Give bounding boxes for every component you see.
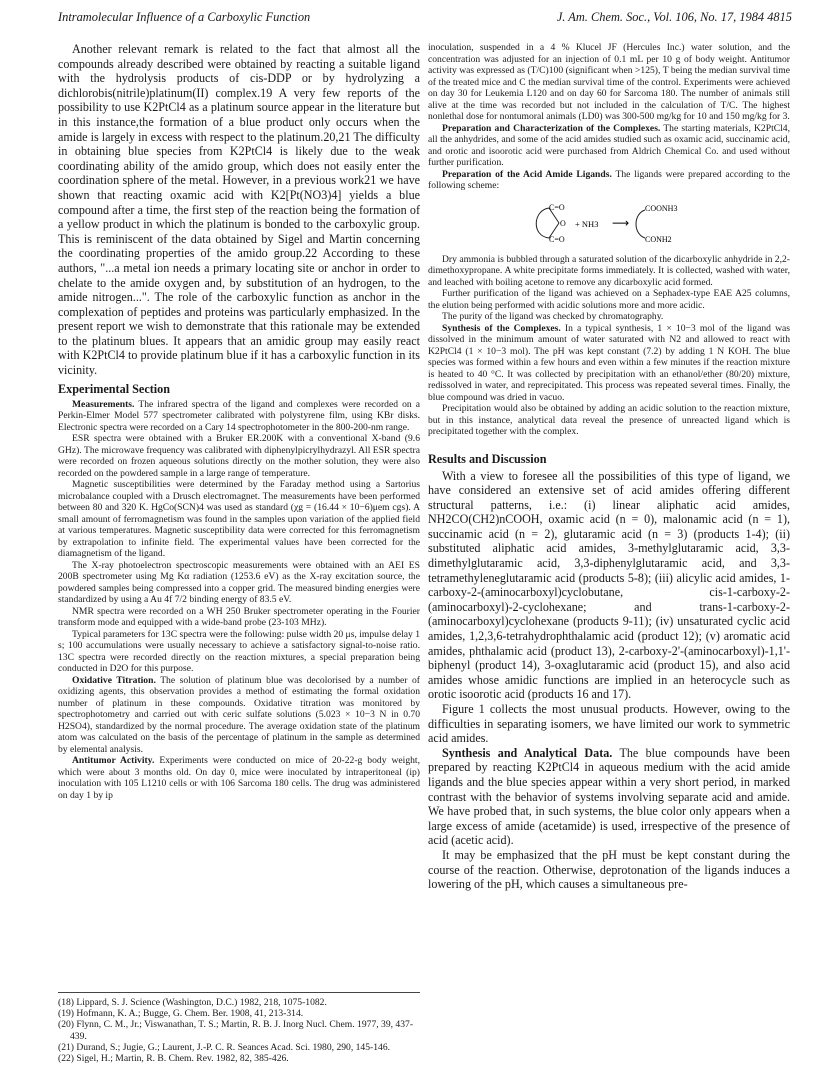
measurements-run-in-head: Measurements. [72, 398, 135, 410]
running-head-title: Intramolecular Influence of a Carboxylic Function [58, 10, 311, 24]
esr-paragraph: ESR spectra were obtained with a Bruker ER.200K with a conventional X-band (9.6 GHz). The microwave frequency was calibrated with diphenylpicrylhydrazyl. All ESR spectra were recorded on frozen aqueous solutions directly on the mother solution, they were also recorded on the powdered sample in a large range of temperature. [58, 433, 420, 479]
footnote-19: (19) Hofmann, K. A.; Bugge, G. Chem. Ber. 1908, 41, 213-314. [58, 1008, 304, 1020]
oxidative-paragraph [58, 675, 420, 756]
synthesis-analytical-text: The blue compounds have been prepared by reacting K2PtCl4 in aqueous medium with the acid amide ligands and the blue species appear within a very short period, in marked contrast with the behavior of systems involving separate acid and amide. We have probed that, in such systems, the blue color only appears when a large excess of amide (acetamide) is used, irrespective of the presence of acid (acetic acid). [428, 745, 790, 848]
magnetic-paragraph: Magnetic susceptibilities were determined by the Faraday method using a Sartorius microbalance coupled with a Drusch electromagnet. The measurements have been performed between 80 and 320 K. HgCo(SCN)4 was used as standard (χg = (16.44 × 10−6)μem cgs). A small amount of ferromagnetism was found in the samples upon variation of the applied field at various temperatures. Magnetic susceptibility data were corrected for this ferromagnetism by extrapolation to infinite field. The experimental values have been corrected for the diamagnetism of the ligand. [58, 479, 420, 560]
reaction-scheme [428, 200, 790, 246]
synthesis-text: In a typical synthesis, 1 × 10−3 mol of the ligand was dissolved in the minimum amount of water saturated with N2 and allowed to react with K2PtCl4 (1 × 10−3 mol). The pH was kept constant (7.2) by adding 1 N KOH. The blue species was formed within a few hours and even within a few minutes if the reaction mixture is heated to 40 °C. It was collected by precipitation with an ethanol/ether (80/20) mixture, redissolved in water, and reprecipitated. This process was repeated several times. Finally, the blue compound was dried in vacuo. [428, 322, 790, 403]
preparation-paragraph [428, 123, 790, 169]
synthesis-paragraph [428, 323, 790, 404]
ligand-paragraph [428, 169, 790, 192]
product-amide: CONH2 [645, 234, 672, 244]
footnote-22: (22) Sigel, H.; Martin, R. B. Chem. Rev. 1982, 82, 385-426. [58, 1053, 289, 1065]
antitumor-run-in-head: Antitumor Activity. [72, 755, 155, 767]
left-column [58, 42, 420, 801]
anhydride-carbonyl-bottom: C=O [549, 234, 565, 244]
nmr-paragraph: NMR spectra were recorded on a WH 250 Bruker spectrometer operating in the Fourier transform mode and equipped with a wide-band probe (23-103 MHz). [58, 605, 420, 629]
intro-paragraph: Another relevant remark is related to the fact that almost all the compounds already described were obtained by reacting a suitable ligand with the hydrolysis products of cis-DDP or by hydrolyzing a dichlorobis(nitrile)platinum(II) complex.19 A very few reports of the possibility to use K2PtCl4 as a platinum source appear in the literature but in this instance,the formation of a blue product only occurs when the amide is largely in excess with respect to the platinum.20,21 The difficulty in obtaining blue species from K2PtCl4 is likely due to the weak coordinating ability of the amido group, which does not easily enter the coordination sphere of the metal. However, in a previous work21 we have shown that reacting oxamic acid with K2[Pt(NO3)4] yields a blue compound after a time, the first step of the reaction being the formation of a yellow product in which the platinum is bonded to the carboxylic group. This is reminiscent of the data obtained by Sigel and Martin concerning the coordinating properties of the amido group.22 According to these authors, "...a metal ion needs a primary locating site or anchor in order to chelate to the amide oxygen and, by substitution of an hydrogen, to the amide nitrogen...". The role of the carboxylic function as anchor in the complexation of peptides and proteins was particularly emphasized. In the present report we wish to demonstrate that this rationale may be extended to the platinum blues. It appears that an amidic group may easily react with K2PtCl4 to provide platinum blue if it has a carboxylic function in its vicinity. [58, 42, 420, 378]
anhydride-carbonyl-top: C=O [549, 202, 565, 212]
results-paragraph-2: Figure 1 collects the most unusual products. However, owing to the difficulties in separating isomers, we have limited our work to symmetric acid amides. [428, 702, 790, 746]
running-head [58, 10, 792, 28]
ligand-text: The ligands were prepared according to the following scheme: [428, 168, 790, 191]
footnote-18: (18) Lippard, S. J. Science (Washington, D.C.) 1982, 218, 1075-1082. [58, 997, 327, 1008]
synthesis-run-in-head: Synthesis of the Complexes. [442, 322, 561, 334]
preparation-run-in-head: Preparation and Characterization of the Complexes. [442, 122, 661, 134]
results-paragraph-1: With a view to foresee all the possibilities of this type of ligand, we have considered an extensive set of acid amides offering different structural patterns, i.e.: (i) linear aliphatic acid amides, NH2CO(CH2)nCOOH, oxamic acid (n = 0), malonamic acid (n = 1), succinamic acid (n = 2), glutaramic acid (n = 3) (products 1-4); (ii) substituted aliphatic acid amides, 3-methylglutaramic acid, 3,3-dimethylglutaramic acid, 3,3-diphenylglutaramic acid, and 3,3-tetramethyleneglutaramic acid (products 5-8); (iii) alicylic acid amides, 1-carboxy-2-(aminocarboxyl)cyclobutane, cis-1-carboxy-2-(aminocarboxyl)-2-cyclohexane; and trans-1-carboxy-2-(aminocarboxyl)cyclohexane (products 9-11); (iv) unsaturated cyclic acid amides, 1,2,3,6-tetrahydrophthalamic acid (product 12); (v) aromatic acid amides, phthalamic acid (product 13), 2-carboxy-2'-(aminocarboxyl)-1,1'-biphenyl (product 14), 3-oxaglutaramic acid (product 15), and also acid amides whose amidic functions are implied in an heterocycle such as orotic isoorotic acid (products 16 and 17). [428, 468, 790, 702]
experimental-heading: Experimental Section [58, 381, 171, 396]
footnotes [58, 992, 420, 1064]
measurements-paragraph [58, 399, 420, 434]
measurements-text: The infrared spectra of the ligand and complexes were recorded on a Perkin-Elmer Model 577 spectrometer calibrated with polystyrene film, using KBr disks. Electronic spectra were recorded on a Cary 14 spectrophotometer in the 800-200-nm range. [58, 398, 420, 433]
precipitation-paragraph: Precipitation would also be obtained by adding an acidic solution to the reaction mixture, but in this instance, analytical data reveal the presence of unreacted ligand which is precipitated together with the complex. [428, 403, 790, 437]
section-gap [428, 438, 790, 448]
right-column [428, 42, 790, 892]
anhydride-bridging-oxygen: O [560, 218, 566, 228]
oxidative-run-in-head: Oxidative Titration. [72, 674, 156, 686]
ammonia-paragraph: Dry ammonia is bubbled through a saturated solution of the dicarboxylic anhydride in 2,2-dimethoxypropane. A white precipitate forms immediately. It is collected, washed with water, and leached with boiling acetone to remove any dicarboxylic acid formed. [428, 253, 790, 288]
xps-paragraph: The X-ray photoelectron spectroscopic measurements were obtained with an AEI ES 200B spectrometer using Mg Kα radiation (1253.6 eV) as the X-ray excitation source, the powdered samples being compressed into a copper grid. The measured binding energies were standardized by using a Au 4f 7/2 binding energy of 83.5 eV. [58, 559, 420, 606]
preparation-text: The starting materials, K2PtCl4, all the anhydrides, and some of the acid amides studied such as oxamic acid, succinamic acid, and orotic and isoorotic acid were purchased from Aldrich Chemical Co. and used without further purification. [428, 122, 790, 168]
ligand-run-in-head: Preparation of the Acid Amide Ligands. [442, 168, 612, 180]
results-heading: Results and Discussion [428, 451, 547, 466]
c13-paragraph: Typical parameters for 13C spectra were the following: pulse width 20 μs, impulse delay 1 s; 100 accumulations were usually necessary to achieve a satisfactory signal-to-noise ratio. 13C spectra were recorded directly on the reaction mixtures, a special preparation being conducted in D2O for this purpose. [58, 628, 420, 675]
synthesis-analytical-run-in-head: Synthesis and Analytical Data. [442, 745, 613, 760]
reaction-scheme-drawing [519, 200, 699, 246]
reaction-arrow: ⟶ [612, 215, 630, 230]
purification-paragraph: Further purification of the ligand was achieved on a Sephadex-type EAE A25 columns, the elution being performed with acidic solutions more and more acidic. [428, 288, 790, 311]
footnote-20: (20) Flynn, C. M., Jr.; Viswanathan, T. S.; Martin, R. B. J. Inorg Nucl. Chem. 1977, 39, 437-439. [58, 1019, 414, 1042]
antitumor-text: Experiments were conducted on mice of 20-22-g body weight, which were about 3 months old. On day 0, mice were inoculated by intraperitoneal (ip) inoculation with 105 L1210 cells or with 106 Sarcoma 180 cells. The drug was administered on day 1 by ip [58, 755, 420, 801]
running-head-journal: J. Am. Chem. Soc., Vol. 106, No. 17, 1984 4815 [556, 10, 792, 24]
footnote-21: (21) Durand, S.; Jugie, G.; Laurent, J.-P. C. R. Seances Acad. Sci. 1980, 290, 145-146. [58, 1041, 391, 1053]
inoculation-paragraph: inoculation, suspended in a 4 % Klucel JF (Hercules Inc.) water solution, and the concentration was adjusted for an injection of 0.1 mL per 10 g of body weight. Antitumor activity was expressed as (T/C)100 (significant when >125), T being the median survival time of the treated mice and C the median survival time of the control. Experiments were achieved on day 30 for Leukemia L120 and on day 60 for Sarcoma 180. The number of animals still alive at the time was recorded but not included in the calculation of T/C. The highest nonlethal dose for nontumoral animals (LD0) was 300-500 mg/kg for 10 and 150 mg/kg for 3. [428, 42, 790, 122]
oxidative-text: The solution of platinum blue was decolorised by a number of oxidizing agents, this observation provides a method of estimating the formal oxidation number of platinum in these compounds. Oxidative titration was monitored by spectrophotometry and carried out with ceric sulfate solutions (5.023 × 10−3 N in 0.70 H2SO4), standardized by the normal procedure. The average oxidation state of the platinum atom was calculated on the basis of the percentage of platinum in the sample as determined by elemental analysis. [58, 674, 420, 755]
ammonia-reagent: + NH3 [575, 218, 599, 229]
ph-paragraph: It may be emphasized that the pH must be kept constant during the course of the reaction. Otherwise, deprotonation of the ligands induces a lowering of the pH, which causes a simultaneous pre- [428, 847, 790, 892]
purity-paragraph: The purity of the ligand was checked by chromatography. [442, 311, 664, 322]
antitumor-paragraph [58, 755, 420, 801]
synthesis-analytical-paragraph [428, 746, 790, 848]
product-backbone [636, 210, 645, 238]
anhydride-ring-bond [536, 208, 549, 238]
product-carboxylate: COONH3 [645, 203, 678, 213]
